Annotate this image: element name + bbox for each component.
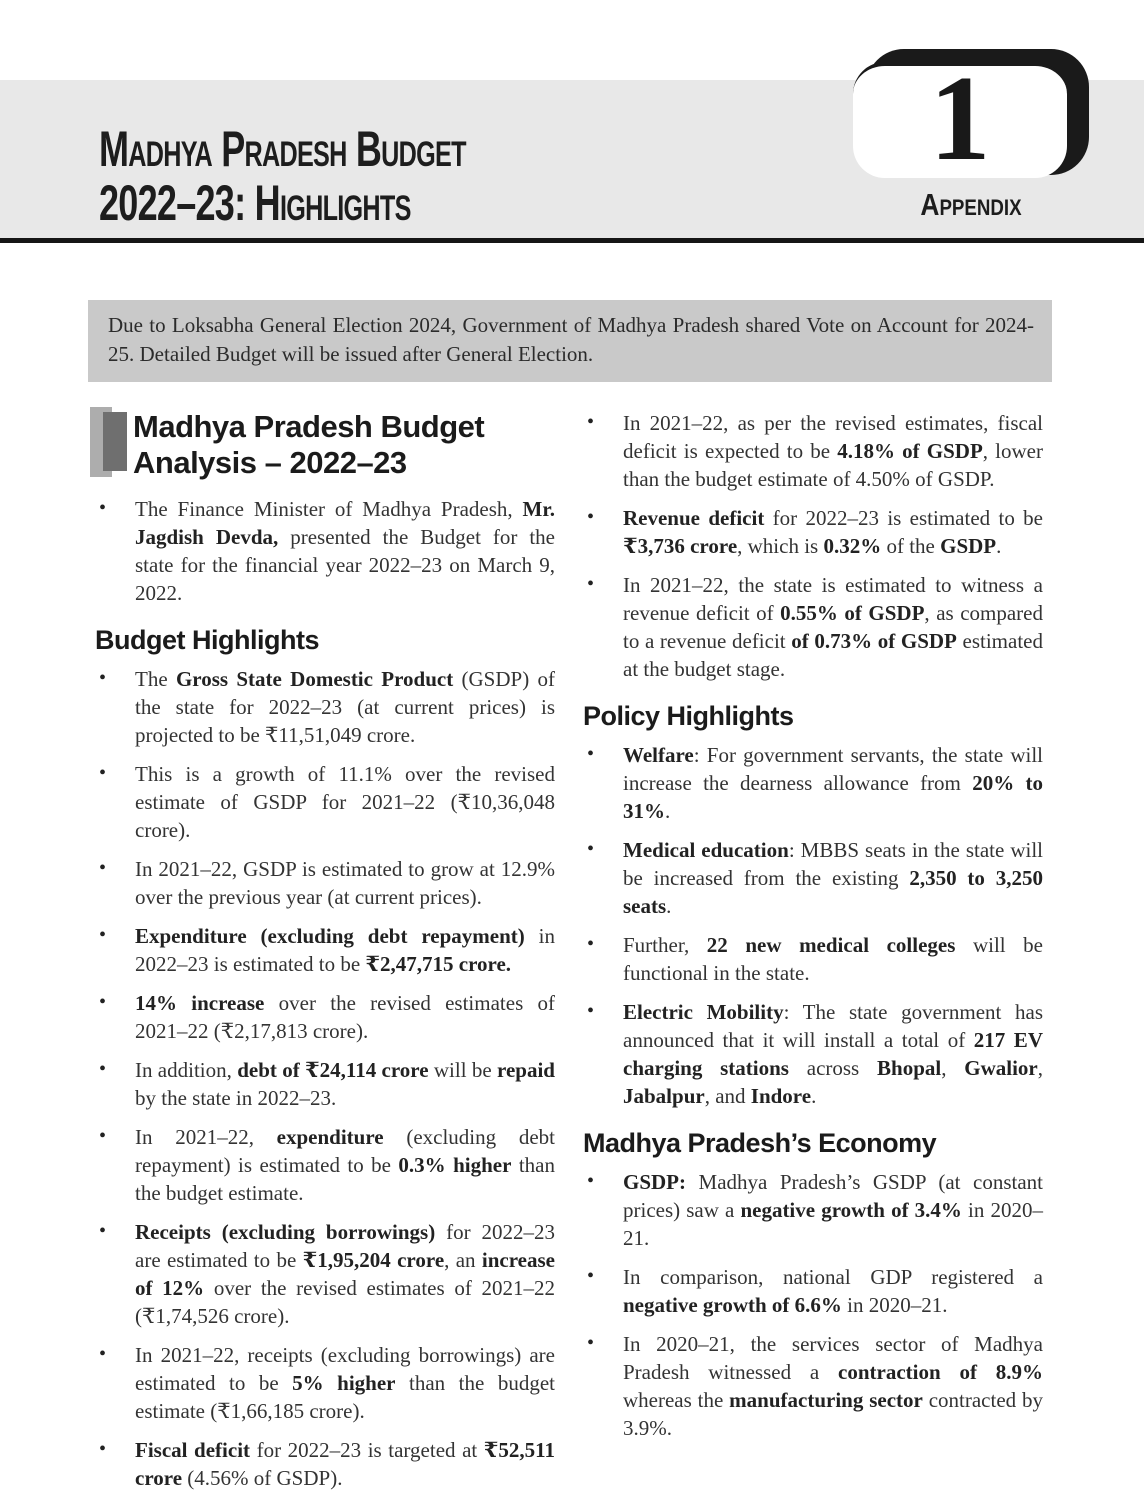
bullet-item xyxy=(95,989,555,1045)
bullet-item xyxy=(583,998,1043,1110)
bullet-text: In 2020–21, the services sector of Madhya Pradesh witnessed a contraction of 8.9% whereas the manufacturing sector contracted by 3.9%. xyxy=(623,1332,1044,1440)
appendix-number: 1 xyxy=(929,51,991,186)
bullet-text: In 2021–22, receipts (excluding borrowings) are estimated to be 5% higher than the budget estimate (₹1,66,185 crore). xyxy=(135,1343,555,1423)
bullet-item xyxy=(95,1056,555,1112)
bullet-dot: • xyxy=(99,667,107,689)
masthead xyxy=(0,0,1144,243)
bullet-text: 14% increase over the revised estimates of 2021–22 (₹2,17,813 crore). xyxy=(135,991,556,1043)
bullet-text: Expenditure (excluding debt repayment) in 2022–23 is estimated to be ₹2,47,715 crore. xyxy=(135,924,555,976)
bullet-text: In addition, debt of ₹24,114 crore will be repaid by the state in 2022–23. xyxy=(135,1058,555,1110)
bold-text: ₹3,736 crore xyxy=(623,534,738,558)
bold-text: ₹1,95,204 crore xyxy=(302,1248,445,1272)
bullet-text: Medical education: MBBS seats in the state will be increased from the existing 2,350 to 3,250 seats. xyxy=(623,838,1043,918)
bullet-dot: • xyxy=(587,743,595,765)
bold-text: manufacturing sector xyxy=(729,1388,923,1412)
bullet-text: Revenue deficit for 2022–23 is estimated to be ₹3,736 crore, which is 0.32% of the GSDP. xyxy=(623,506,1043,558)
bullet-text: Electric Mobility: The state government has announced that it will install a total of 217 EV charging stations across Bhopal, Gwalior, Jabalpur, and Indore. xyxy=(623,1000,1044,1108)
bold-text: Indore xyxy=(750,1084,812,1108)
bold-text: Jabalpur xyxy=(623,1084,705,1108)
appendix-label: Appendix xyxy=(920,187,1022,222)
bullet-dot: • xyxy=(587,838,595,860)
bold-text: increase of 12% xyxy=(135,1248,555,1300)
bullet-dot: • xyxy=(99,857,107,879)
appendix-badge xyxy=(853,49,1089,186)
bullet-dot: • xyxy=(99,762,107,784)
bullet-item xyxy=(95,1218,555,1330)
column-left xyxy=(95,409,555,1500)
bold-text: 5% higher xyxy=(292,1371,396,1395)
bullet-text: The Finance Minister of Madhya Pradesh, Mr. Jagdish Devda, presented the Budget for the state for the financial year 2022–23 on March 9, 2022. xyxy=(135,497,556,605)
bold-text: of 0.73% of GSDP xyxy=(791,629,957,653)
bold-text: ₹2,47,715 crore. xyxy=(365,952,512,976)
bullet-item xyxy=(583,1330,1043,1442)
section-title: Madhya Pradesh Budget Analysis – 2022–23 xyxy=(133,409,485,480)
page-title xyxy=(99,122,466,230)
bold-text: Fiscal deficit xyxy=(135,1438,251,1462)
bold-text: Welfare xyxy=(623,743,694,767)
bold-text: Receipts (excluding borrowings) xyxy=(135,1220,436,1244)
bold-text: Electric Mobility xyxy=(623,1000,784,1024)
bold-text: negative growth of 6.6% xyxy=(623,1293,842,1317)
bold-text: Gross State Domestic Product xyxy=(175,667,454,691)
bullet-dot: • xyxy=(99,991,107,1013)
bullet-text: Receipts (excluding borrowings) for 2022–23 are estimated to be ₹1,95,204 crore, an increase of 12% over the revised estimates of 2021–22 (₹1,74,526 crore). xyxy=(135,1220,555,1328)
bold-text: 4.18% of GSDP xyxy=(837,439,983,463)
bullet-dot: • xyxy=(587,1332,595,1354)
bold-text: contraction of 8.9% xyxy=(838,1360,1043,1384)
bold-text: 0.3% higher xyxy=(398,1153,512,1177)
bold-text: Expenditure (excluding debt repayment) xyxy=(135,924,525,948)
bullet-dot: • xyxy=(99,1125,107,1147)
bullet-item xyxy=(583,571,1043,683)
bullet-dot: • xyxy=(99,1058,107,1080)
title-marker-dark xyxy=(103,412,127,471)
bullet-item xyxy=(95,855,555,911)
bullet-text: GSDP: Madhya Pradesh’s GSDP (at constant prices) saw a negative growth of 3.4% in 2020–21. xyxy=(623,1170,1043,1250)
bold-text: Mr. Jagdish Devda, xyxy=(135,497,555,549)
bold-text: 217 EV charging stations xyxy=(623,1028,1043,1080)
bullet-dot: • xyxy=(99,497,107,519)
bullet-item xyxy=(95,495,555,607)
bullet-item xyxy=(583,1168,1043,1252)
bold-text: repaid xyxy=(497,1058,555,1082)
bold-text: GSDP: xyxy=(623,1170,686,1194)
bold-text: Bhopal xyxy=(877,1056,942,1080)
bullet-item xyxy=(95,1123,555,1207)
bold-text: 0.32% xyxy=(823,534,882,558)
subsection-heading: Policy Highlights xyxy=(583,701,794,731)
bullet-text: In 2021–22, the state is estimated to witness a revenue deficit of 0.55% of GSDP, as compared to a revenue deficit of 0.73% of GSDP estimated at the budget stage. xyxy=(623,573,1043,681)
bullet-item xyxy=(583,836,1043,920)
page-title-line1: Madhya Pradesh Budget xyxy=(99,121,466,177)
bullet-text: Fiscal deficit for 2022–23 is targeted at ₹52,511 crore (4.56% of GSDP). xyxy=(135,1438,555,1490)
bold-text: 20% to 31% xyxy=(623,771,1043,823)
bullet-text: The Gross State Domestic Product (GSDP) of the state for 2022–23 (at current prices) is projected to be ₹11,51,049 crore. xyxy=(135,667,555,747)
header-rule xyxy=(0,238,1144,243)
bold-text: ₹52,511 crore xyxy=(135,1438,555,1490)
column-right xyxy=(583,409,1043,1453)
bullet-item xyxy=(583,741,1043,825)
bullet-dot: • xyxy=(587,506,595,528)
bullet-dot: • xyxy=(587,411,595,433)
subsection-heading: Madhya Pradesh’s Economy xyxy=(583,1128,937,1158)
bullet-item xyxy=(95,665,555,749)
bullet-item xyxy=(583,1263,1043,1319)
page-title-line2: 2022–23: Highlights xyxy=(99,175,411,231)
bullet-item xyxy=(583,931,1043,987)
subsection-heading: Budget Highlights xyxy=(95,625,319,655)
bullet-dot: • xyxy=(587,1000,595,1022)
bullet-item xyxy=(95,1436,555,1492)
bullet-text: This is a growth of 11.1% over the revised estimate of GSDP for 2021–22 (₹10,36,048 crore). xyxy=(135,762,555,842)
bold-text: 0.55% of GSDP xyxy=(780,601,925,625)
bullet-text: Further, 22 new medical colleges will be functional in the state. xyxy=(623,933,1044,985)
bold-text: GSDP xyxy=(940,534,997,558)
bold-text: 22 new medical colleges xyxy=(706,933,956,957)
bullet-dot: • xyxy=(587,573,595,595)
appendix-badge-group xyxy=(853,49,1089,223)
bold-text: 14% increase xyxy=(135,991,265,1015)
bold-text: expenditure xyxy=(276,1125,384,1149)
bold-text: 2,350 to 3,250 seats xyxy=(623,866,1043,918)
bullet-item xyxy=(583,409,1043,493)
bullet-item xyxy=(95,1341,555,1425)
bold-text: Medical education xyxy=(623,838,789,862)
bullet-dot: • xyxy=(99,924,107,946)
bullet-item xyxy=(95,760,555,844)
notice-box: Due to Loksabha General Election 2024, Government of Madhya Pradesh shared Vote on Account for 2024-25. Detailed Budget will be issued after General Election. xyxy=(88,300,1052,382)
bullet-text: In comparison, national GDP registered a negative growth of 6.6% in 2020–21. xyxy=(623,1265,1043,1317)
bullet-dot: • xyxy=(99,1220,107,1242)
bullet-dot: • xyxy=(99,1343,107,1365)
bold-text: Gwalior xyxy=(964,1056,1038,1080)
bullet-dot: • xyxy=(587,1265,595,1287)
bullet-text: In 2021–22, GSDP is estimated to grow at 12.9% over the previous year (at current prices). xyxy=(135,857,555,909)
bold-text: debt of ₹24,114 crore xyxy=(237,1058,429,1082)
bullet-dot: • xyxy=(99,1438,107,1460)
bullet-dot: • xyxy=(587,933,595,955)
section-title-block xyxy=(95,409,555,481)
bullet-item xyxy=(583,504,1043,560)
bullet-text: In 2021–22, expenditure (excluding debt repayment) is estimated to be 0.3% higher than the budget estimate. xyxy=(135,1125,555,1205)
bullet-item xyxy=(95,922,555,978)
bold-text: Revenue deficit xyxy=(623,506,765,530)
appendix-badge-panel xyxy=(853,51,1067,186)
bullet-text: In 2021–22, as per the revised estimates, fiscal deficit is expected to be 4.18% of GSDP, lower than the budget estimate of 4.50% of GSDP. xyxy=(623,411,1043,491)
content-columns xyxy=(0,382,1144,1500)
bold-text: negative growth of 3.4% xyxy=(740,1198,962,1222)
bullet-dot: • xyxy=(587,1170,595,1192)
bullet-text: Welfare: For government servants, the state will increase the dearness allowance from 20% to 31%. xyxy=(623,743,1043,823)
